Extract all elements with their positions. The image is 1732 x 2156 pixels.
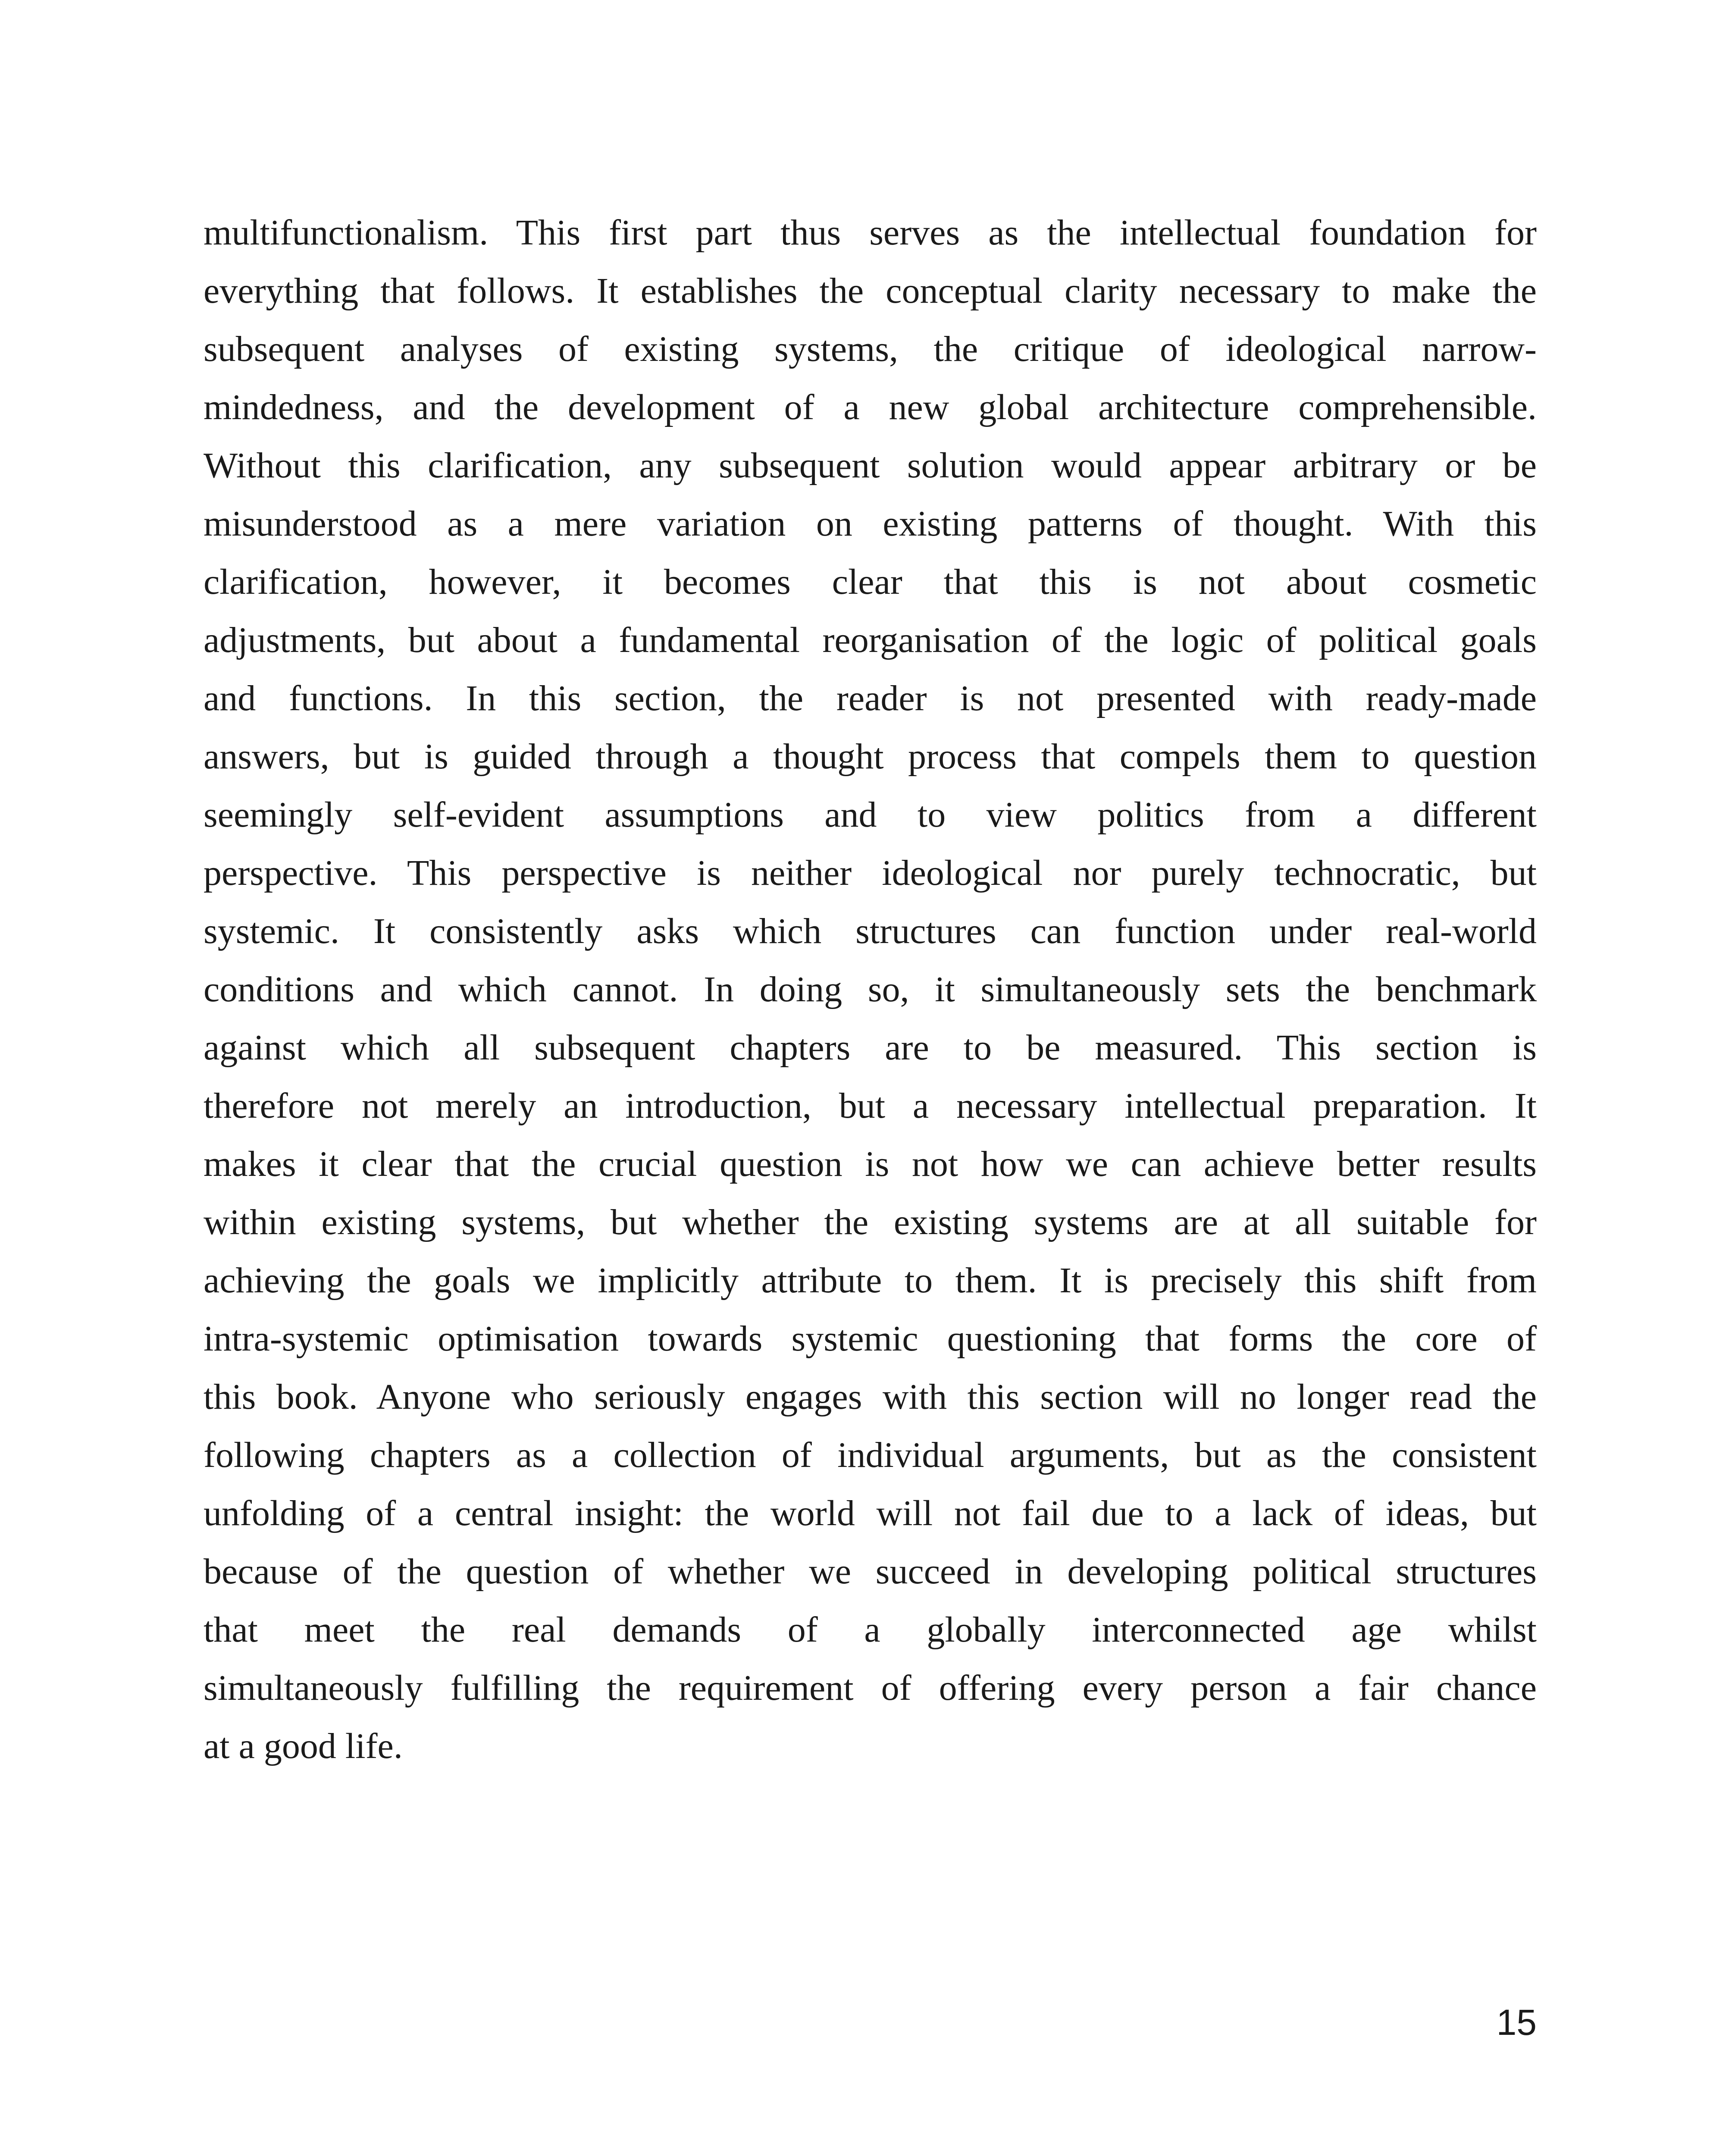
text-line: makes it clear that the crucial question is not how we can achieve better results (204, 1144, 1537, 1184)
page-number: 15 (1496, 2002, 1537, 2043)
text-line: everything that follows. It establishes the conceptual clarity necessary to make the (204, 271, 1537, 311)
text-line: systemic. It consistently asks which structures can function under real-world (204, 911, 1537, 951)
text-line: within existing systems, but whether the existing systems are at all suitable for (204, 1202, 1537, 1242)
text-line: simultaneously fulfilling the requirement of offering every person a fair chance (204, 1668, 1537, 1708)
text-line: therefore not merely an introduction, but a necessary intellectual preparation. It (204, 1086, 1537, 1126)
text-line: Without this clarification, any subsequent solution would appear arbitrary or be (204, 445, 1537, 486)
text-line: seemingly self-evident assumptions and to view politics from a different (204, 795, 1537, 835)
text-line: perspective. This perspective is neither ideological nor purely technocratic, but (204, 853, 1537, 893)
body-paragraph (204, 204, 1537, 1775)
text-line: this book. Anyone who seriously engages with this section will no longer read the (204, 1377, 1537, 1417)
text-line: because of the question of whether we succeed in developing political structures (204, 1551, 1537, 1592)
text-line: misunderstood as a mere variation on existing patterns of thought. With this (204, 504, 1537, 544)
text-line: following chapters as a collection of individual arguments, but as the consistent (204, 1435, 1537, 1475)
text-line: unfolding of a central insight: the world will not fail due to a lack of ideas, but (204, 1493, 1537, 1533)
text-line: adjustments, but about a fundamental reorganisation of the logic of political goals (204, 620, 1537, 660)
text-line: intra-systemic optimisation towards systemic questioning that forms the core of (204, 1319, 1537, 1359)
text-line: answers, but is guided through a thought process that compels them to question (204, 736, 1537, 777)
text-line: subsequent analyses of existing systems, the critique of ideological narrow- (204, 329, 1537, 369)
text-line: mindedness, and the development of a new global architecture comprehensible. (204, 387, 1537, 427)
text-line: and functions. In this section, the reader is not presented with ready-made (204, 678, 1537, 718)
text-line: conditions and which cannot. In doing so, it simultaneously sets the benchmark (204, 969, 1537, 1009)
text-line: that meet the real demands of a globally interconnected age whilst (204, 1610, 1537, 1650)
text-line-last: at a good life. (204, 1726, 403, 1766)
text-line: clarification, however, it becomes clear that this is not about cosmetic (204, 562, 1537, 602)
text-line: multifunctionalism. This first part thus serves as the intellectual foundation for (204, 213, 1537, 253)
text-line: achieving the goals we implicitly attribute to them. It is precisely this shift from (204, 1260, 1537, 1300)
text-line: against which all subsequent chapters are to be measured. This section is (204, 1028, 1537, 1068)
